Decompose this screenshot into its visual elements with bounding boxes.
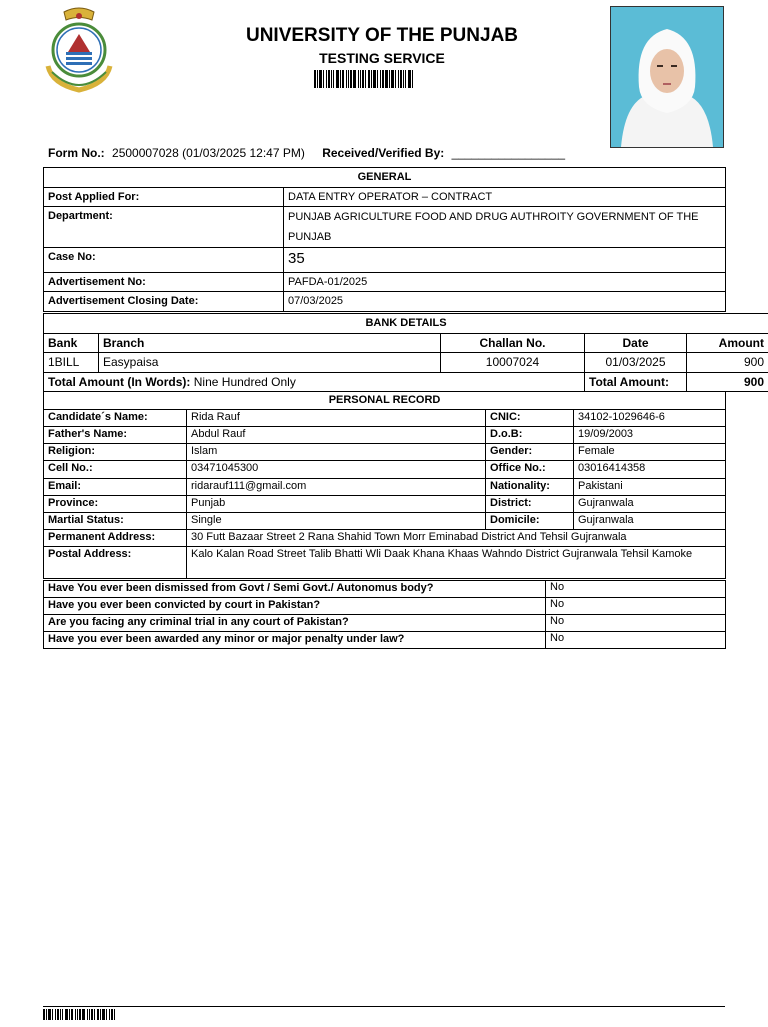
question-penalty: Have you ever been awarded any minor or major penalty under law?: [44, 632, 546, 649]
nationality-value: Pakistani: [574, 479, 726, 496]
case-no-label: Case No:: [44, 248, 284, 273]
form-number-line: [48, 146, 648, 160]
footer-barcode: [43, 1009, 143, 1020]
total-amount-value: 900: [687, 373, 768, 392]
dob-value: 19/09/2003: [574, 427, 726, 444]
bank-heading: BANK DETAILS: [44, 314, 768, 334]
father-name-label: Father's Name:: [44, 427, 187, 444]
total-amount-label: Total Amount:: [585, 373, 687, 392]
bank-table: [43, 313, 768, 392]
nationality-label: Nationality:: [486, 479, 574, 496]
office-no-label: Office No.:: [486, 461, 574, 479]
father-name-value: Abdul Rauf: [187, 427, 486, 444]
gender-value: Female: [574, 444, 726, 461]
advertisement-no-value: PAFDA-01/2025: [284, 273, 726, 292]
district-value: Gujranwala: [574, 496, 726, 513]
candidate-name-value: Rida Rauf: [187, 410, 486, 427]
service-title: TESTING SERVICE: [192, 50, 572, 66]
bank-value: 1BILL: [44, 353, 99, 373]
cnic-value: 34102-1029646-6: [574, 410, 726, 427]
postal-address-value: Kalo Kalan Road Street Talib Bhatti Wli Daak Khana Khaas Wahndo District Gujranwala Tehsil Kamoke: [187, 547, 726, 579]
barcode-bar: [114, 1009, 115, 1020]
postal-address-label: Postal Address:: [44, 547, 187, 579]
bank-col-amount: Amount: [687, 334, 768, 353]
form-barcode: [314, 70, 448, 88]
marital-status-value: Single: [187, 513, 486, 530]
candidate-name-label: Candidate´s Name:: [44, 410, 187, 427]
date-value: 01/03/2025: [585, 353, 687, 373]
barcode-bar: [413, 70, 414, 88]
form-no-value: 2500007028 (01/03/2025 12:47 PM): [112, 146, 305, 160]
post-applied-label: Post Applied For:: [44, 188, 284, 207]
received-label: Received/Verified By:: [322, 146, 444, 160]
domicile-label: Domicile:: [486, 513, 574, 530]
email-value: ridarauf111@gmail.com: [187, 479, 486, 496]
questions-table: [43, 580, 726, 649]
bank-col-date: Date: [585, 334, 687, 353]
answer-criminal-trial: No: [546, 615, 726, 632]
email-label: Email:: [44, 479, 187, 496]
answer-dismissed: No: [546, 581, 726, 598]
case-no-value: 35: [284, 248, 726, 273]
bank-col-bank: Bank: [44, 334, 99, 353]
amount-value: 900: [687, 353, 768, 373]
gender-label: Gender:: [486, 444, 574, 461]
closing-date-value: 07/03/2025: [284, 292, 726, 312]
personal-table: [43, 391, 726, 579]
post-applied-value: DATA ENTRY OPERATOR – CONTRACT: [284, 188, 726, 207]
advertisement-no-label: Advertisement No:: [44, 273, 284, 292]
university-title: UNIVERSITY OF THE PUNJAB: [192, 24, 572, 48]
province-label: Province:: [44, 496, 187, 513]
closing-date-label: Advertisement Closing Date:: [44, 292, 284, 312]
answer-penalty: No: [546, 632, 726, 649]
department-label: Department:: [44, 207, 284, 248]
university-logo: [42, 6, 116, 98]
district-label: District:: [486, 496, 574, 513]
challan-value: 10007024: [441, 353, 585, 373]
permanent-address-value: 30 Futt Bazaar Street 2 Rana Shahid Town Morr Eminabad District And Tehsil Gujranwala: [187, 530, 726, 547]
cell-no-label: Cell No.:: [44, 461, 187, 479]
religion-label: Religion:: [44, 444, 187, 461]
marital-status-label: Martial Status:: [44, 513, 187, 530]
question-convicted: Have you ever been convicted by court in Pakistan?: [44, 598, 546, 615]
bank-col-branch: Branch: [99, 334, 441, 353]
footer-divider: [43, 1006, 725, 1007]
amount-words-label: Total Amount (In Words):: [48, 375, 190, 389]
personal-heading: PERSONAL RECORD: [44, 392, 726, 410]
amount-in-words: [44, 373, 585, 392]
domicile-value: Gujranwala: [574, 513, 726, 530]
office-no-value: 03016414358: [574, 461, 726, 479]
province-value: Punjab: [187, 496, 486, 513]
general-table: [43, 167, 726, 312]
amount-words-value: Nine Hundred Only: [194, 375, 296, 389]
received-value: _________________: [452, 146, 565, 160]
answer-convicted: No: [546, 598, 726, 615]
branch-value: Easypaisa: [99, 353, 441, 373]
applicant-photo: [610, 6, 724, 148]
cnic-label: CNIC:: [486, 410, 574, 427]
department-value: PUNJAB AGRICULTURE FOOD AND DRUG AUTHROITY GOVERNMENT OF THE PUNJAB: [284, 207, 726, 248]
form-no-label: Form No.:: [48, 146, 105, 160]
bank-col-challan: Challan No.: [441, 334, 585, 353]
dob-label: D.o.B:: [486, 427, 574, 444]
cell-no-value: 03471045300: [187, 461, 486, 479]
religion-value: Islam: [187, 444, 486, 461]
permanent-address-label: Permanent Address:: [44, 530, 187, 547]
general-heading: GENERAL: [44, 168, 726, 188]
question-dismissed: Have You ever been dismissed from Govt / Semi Govt./ Autonomus body?: [44, 581, 546, 598]
question-criminal-trial: Are you facing any criminal trial in any court of Pakistan?: [44, 615, 546, 632]
